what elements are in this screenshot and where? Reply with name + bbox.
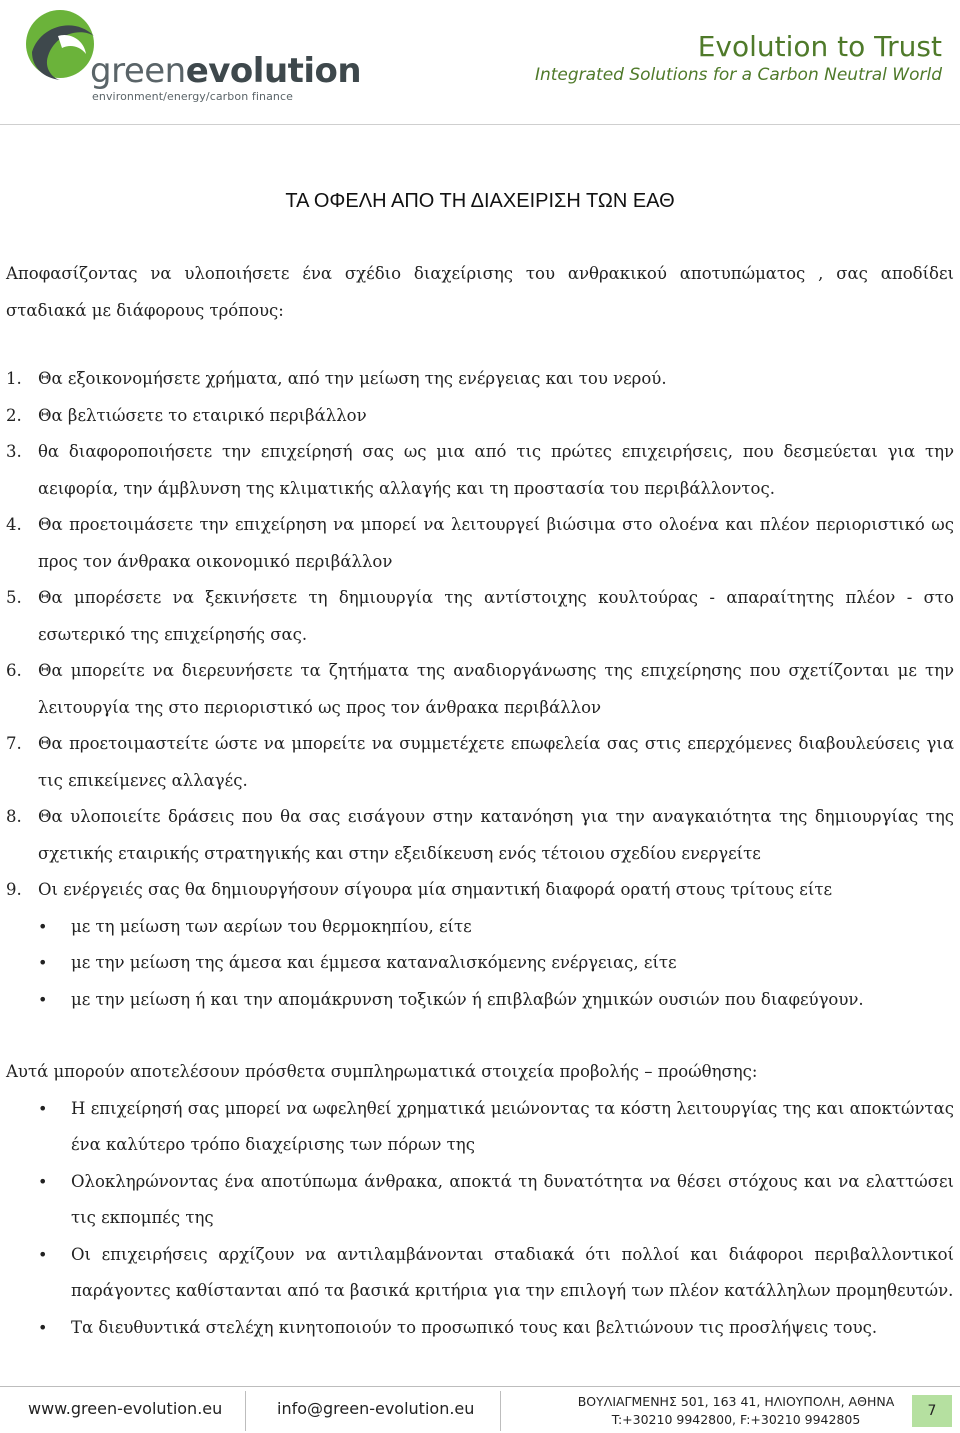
logo-wordmark: greenevolution — [90, 51, 362, 91]
page-number-badge: 7 — [912, 1395, 952, 1427]
header-divider — [0, 124, 960, 125]
footer-divider — [500, 1391, 501, 1431]
list-item: 8. Θα υλοποιείτε δράσεις που θα σας εισάγουν στην κατανόηση για την αναγκαιότητα της δημιουργίας της σχετικής εταιρικής στρατηγικής και στην εξειδίκευση ενός τέτοιου σχεδίου ενεργείτε — [6, 807, 954, 863]
visibility-sub-bullets — [6, 909, 954, 1019]
benefits-numbered-list — [6, 361, 954, 909]
list-item: 4. Θα προετοιμάσετε την επιχείρηση να μπορεί να λειτουργεί βιώσιμα στο ολοένα και πλέον περιοριστικό ως προς τον άνθρακα οικονομικό περιβάλλον — [6, 515, 954, 571]
page-header — [0, 0, 960, 126]
footer-divider — [245, 1391, 246, 1431]
tagline-sub: Integrated Solutions for a Carbon Neutral World — [534, 65, 942, 85]
list-item: • με τη μείωση των αερίων του θερμοκηπίου, είτε — [6, 909, 954, 946]
intro-paragraph: Αποφασίζοντας να υλοποιήσετε ένα σχέδιο διαχείρισης του ανθρακικού αποτυπώματος , σας αποδίδει σταδιακά με διάφορους τρόπους: — [6, 264, 954, 320]
tagline-main: Evolution to Trust — [697, 30, 942, 63]
greenevolution-logo — [18, 4, 362, 104]
list-item: 2. Θα βελτιώσετε το εταιρικό περιβάλλον — [6, 405, 367, 425]
page-footer — [0, 1386, 960, 1433]
document-body — [6, 180, 954, 1346]
footer-phone-line: T:+30210 9942800, F:+30210 9942805 — [611, 1412, 861, 1427]
list-item: 3. θα διαφοροποιήσετε την επιχείρησή σας ως μια από τις πρώτες επιχειρήσεις, που δεσμεύεται για την αειφορία, την άμβλυνση της κλιματικής αλλαγής και τη προστασία του περιβάλλοντος. — [6, 442, 954, 498]
list-item: • Η επιχείρησή σας μπορεί να ωφεληθεί χρηματικά μειώνοντας τα κόστη λειτουργίας της και αποκτώντας ένα καλύτερο τρόπο διαχείρισης των πόρων της — [6, 1091, 954, 1164]
list-item: • Ολοκληρώνοντας ένα αποτύπωμα άνθρακα, αποκτά τη δυνατότητα να θέσει στόχους και να ελαττώσει τις εκπομπές της — [6, 1164, 954, 1237]
list-item: • Τα διευθυντικά στελέχη κινητοποιούν το προσωπικό τους και βελτιώνουν τις προσλήψεις τους. — [6, 1310, 954, 1347]
list-item: 6. Θα μπορείτε να διερευνήσετε τα ζητήματα της αναδιοργάνωσης της επιχείρησης που σχετίζονται με την λειτουργία της στο περιοριστικό ως προς τον άνθρακα περιβάλλον — [6, 661, 954, 717]
list-item: 5. Θα μπορέσετε να ξεκινήσετε τη δημιουργία της αντίστοιχης κουλτούρας - απαραίτητης πλέον - στο εσωτερικό της επιχείρησής σας. — [6, 588, 954, 644]
list-item: • με την μείωση της άμεσα και έμμεσα καταναλισκόμενης ενέργειας, είτε — [6, 945, 954, 982]
footer-address-line: ΒΟΥΛΙΑΓΜΕΝΗΣ 501, 163 41, ΗΛΙΟΥΠΟΛΗ, ΑΘΗΝΑ — [577, 1394, 895, 1409]
list-item: 7. Θα προετοιμαστείτε ώστε να μπορείτε να συμμετέχετε επωφελεία σας στις επερχόμενες διαβουλεύσεις για τις επικείμενες αλλαγές. — [6, 734, 954, 790]
spacer — [6, 1018, 954, 1054]
logo-subtitle: environment/energy/carbon finance — [92, 90, 294, 103]
footer-website-link[interactable]: www.green-evolution.eu — [28, 1399, 223, 1418]
second-intro-paragraph: Αυτά μπορούν αποτελέσουν πρόσθετα συμπληρωματικά στοιχεία προβολής – προώθησης: — [6, 1062, 758, 1081]
list-item: 9. Οι ενέργειές σας θα δημιουργήσουν σίγουρα μία σημαντική διαφορά ορατή στους τρίτους είτε — [6, 880, 832, 899]
document-title: ΤΑ ΟΦΕΛΗ ΑΠΟ ΤΗ ΔΙΑΧΕΙΡΙΣΗ ΤΩΝ ΕΑΘ — [285, 190, 675, 212]
promotion-bullets — [6, 1091, 954, 1347]
footer-address — [560, 1393, 912, 1429]
list-item: • Οι επιχειρήσεις αρχίζουν να αντιλαμβάνονται σταδιακά ότι πολλοί και διάφοροι περιβαλλοντικοί παράγοντες καθίστανται από τα βασικά κριτήρια για την επιλογή των πλέον κατάλληλων προμηθευτών. — [6, 1237, 954, 1310]
header-tagline — [535, 30, 942, 86]
list-item: 1. Θα εξοικονομήσετε χρήματα, από την μείωση της ενέργειας και του νερού. — [6, 369, 667, 388]
footer-email-link[interactable]: info@green-evolution.eu — [277, 1399, 475, 1418]
list-item: • με την μείωση ή και την απομάκρυνση τοξικών ή επιβλαβών χημικών ουσιών που διαφεύγουν. — [6, 982, 954, 1019]
